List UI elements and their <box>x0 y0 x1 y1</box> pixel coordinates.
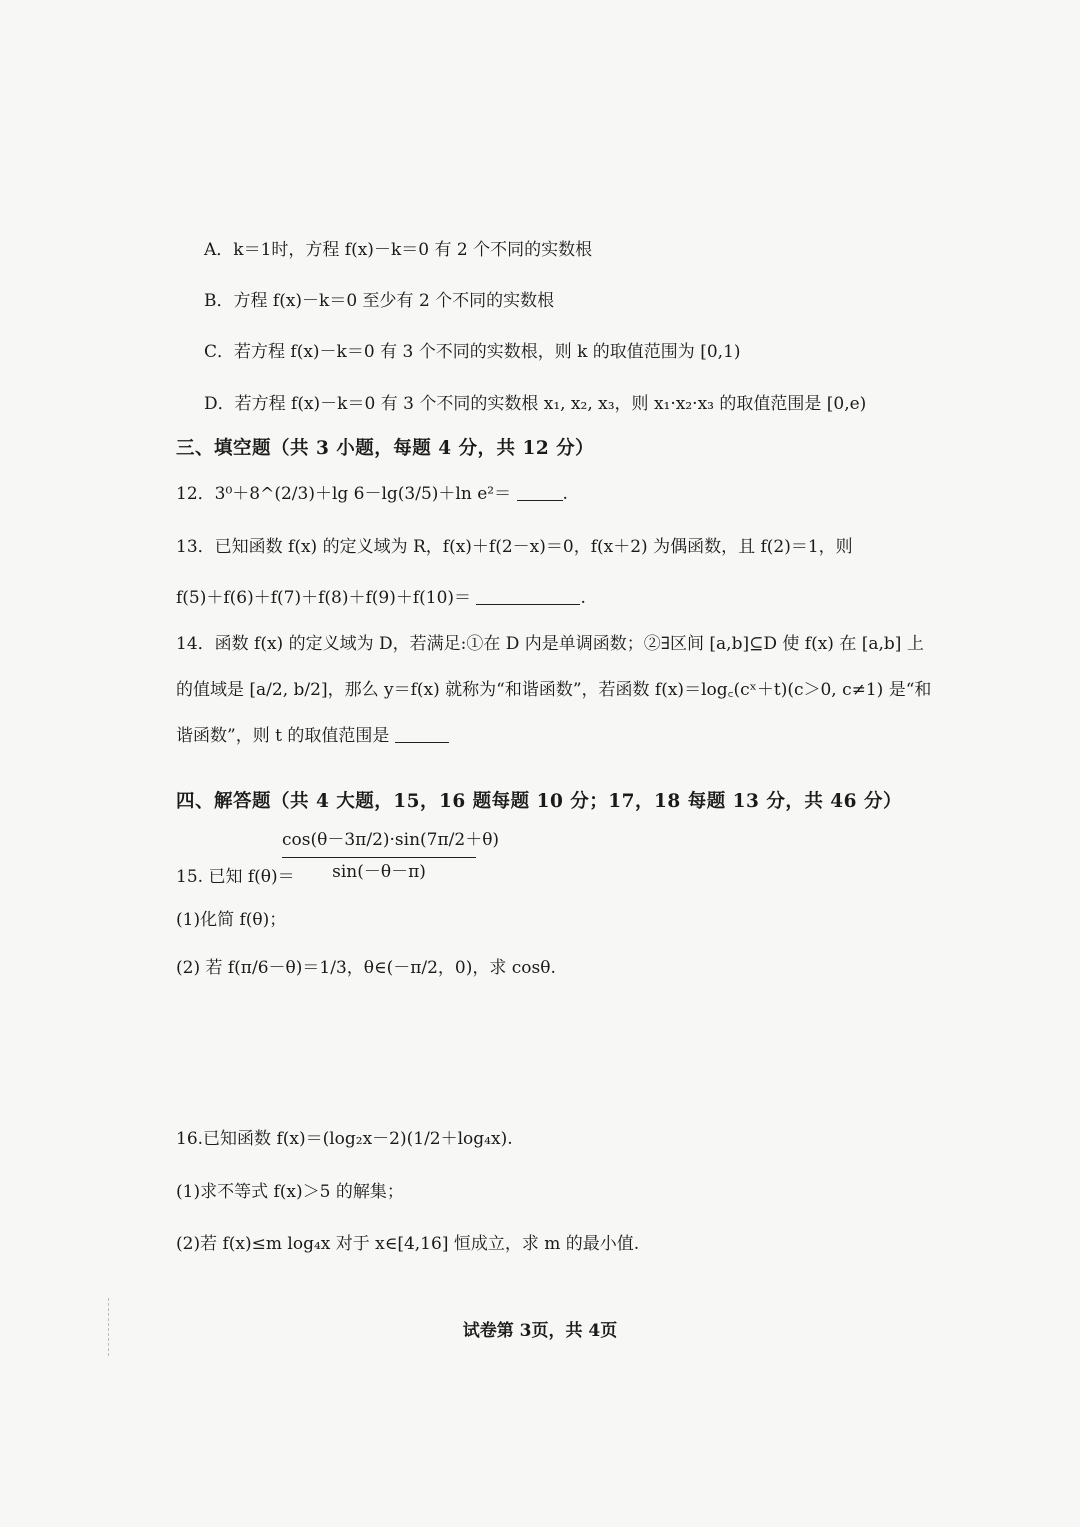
question-16-part2: (2)若 f(x)≤m log₄x 对于 x∈[4,16] 恒成立，求 m 的最小值. <box>176 1234 640 1254</box>
question-15-fraction <box>282 826 500 883</box>
section-solution-heading: 四、解答题（共 4 大题，15，16 题每题 10 分；17，18 每题 13 分，共 46 分） <box>176 791 902 812</box>
question-13-line2: f(5)＋f(6)＋f(7)＋f(8)＋f(9)＋f(10)＝ . <box>176 588 586 608</box>
answer-blank-13 <box>476 586 580 605</box>
option-c: C．若方程 f(x)－k＝0 有 3 个不同的实数根，则 k 的取值范围为 [0,1) <box>204 342 741 362</box>
section-fill-in-heading: 三、填空题（共 3 小题，每题 4 分，共 12 分） <box>176 438 595 459</box>
question-15-part2: (2) 若 f(π/6－θ)＝1/3，θ∈(－π/2，0)，求 cosθ. <box>176 958 556 978</box>
option-a: A．k＝1时，方程 f(x)－k＝0 有 2 个不同的实数根 <box>204 240 593 260</box>
fraction-bar <box>282 857 476 858</box>
fraction-denominator: sin(－θ－π) <box>332 862 426 882</box>
question-12: 12．3⁰＋8^(2/3)＋lg 6－lg(3/5)＋ln e²＝ . <box>176 484 568 504</box>
fraction-numerator: cos(θ－3π/2)·sin(7π/2＋θ) <box>282 830 500 850</box>
answer-blank-12 <box>517 482 563 501</box>
question-12-text: 12．3⁰＋8^(2/3)＋lg 6－lg(3/5)＋ln e²＝ <box>176 484 512 504</box>
answer-blank-14 <box>395 724 449 743</box>
question-16-stem: 16.已知函数 f(x)＝(log₂x－2)(1/2＋log₄x). <box>176 1129 513 1149</box>
question-16-part1: (1)求不等式 f(x)＞5 的解集； <box>176 1182 404 1202</box>
question-15-part1: (1)化简 f(θ)； <box>176 910 287 930</box>
question-13-line1: 13．已知函数 f(x) 的定义域为 R，f(x)＋f(2－x)＝0，f(x＋2) 为偶函数，且 f(2)＝1，则 <box>176 537 853 557</box>
option-b: B．方程 f(x)－k＝0 至少有 2 个不同的实数根 <box>204 291 555 311</box>
question-15-lead: 15. 已知 f(θ)＝ <box>176 867 295 887</box>
question-13-expression: f(5)＋f(6)＋f(7)＋f(8)＋f(9)＋f(10)＝ <box>176 588 472 608</box>
question-14-line3 <box>176 724 449 748</box>
question-14-line2: 的值域是 [a/2, b/2]，那么 y＝f(x) 就称为“和谐函数”，若函数 f(x)＝log꜀(cˣ＋t)(c＞0, c≠1) 是“和 <box>176 680 932 700</box>
question-14-text: 谐函数”，则 t 的取值范围是 <box>176 726 390 746</box>
option-d: D．若方程 f(x)－k＝0 有 3 个不同的实数根 x₁, x₂, x₃，则 x₁·x₂·x₃ 的取值范围是 [0,e) <box>204 394 867 414</box>
page-footer: 试卷第 3页，共 4页 <box>462 1321 618 1341</box>
question-14-line1: 14．函数 f(x) 的定义域为 D，若满足:①在 D 内是单调函数；②∃区间 [a,b]⊆D 使 f(x) 在 [a,b] 上 <box>176 634 924 654</box>
